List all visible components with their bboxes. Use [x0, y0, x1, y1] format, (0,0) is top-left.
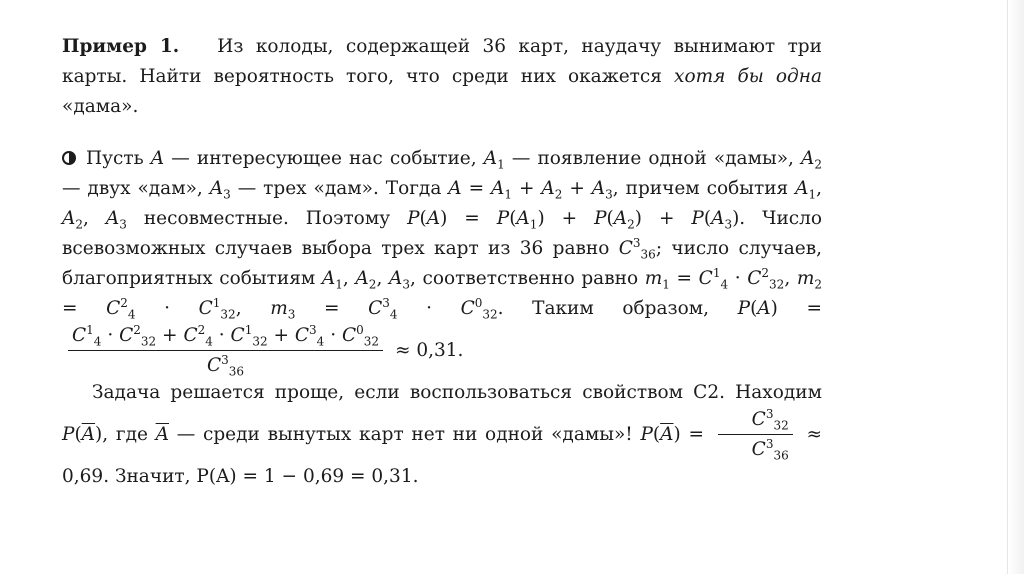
- example-label: Пример 1.: [62, 36, 180, 57]
- solution-text-5: — трех «дам». Тогда: [237, 178, 442, 199]
- solution-text-3: — появление одной «дамы»,: [511, 148, 794, 169]
- example-emphasis: хотя бы одна: [674, 66, 823, 87]
- solution-paragraph: Пусть A — интересующее нас событие, $A_1$ — появление одной «дамы», $A_2$ — двух «дам», $A_3$ — трех «дам». Тогда $A = A_1 + A_2 + A_3$, причем события $A_1$, $A_2$, $A_3$ несовместные. Поэтому $P(A) = P(A_1) + P(A_2) + P(A_3)$. Число всевозможных случаев выбора трех карт из 36 равно $C^3_{36}$; число случаев, благоприятных событиям $A_1$, $A_2$, $A_3$, соответственно равно $m_1 = C^1_4 \cdot C^2_{32}$, $m_2 = C^2_4 \cdot C^1_{32}$, $m_3 = C^3_4 \cdot C^0_{32}$. Таким образом, P(A) = $\frac{C^1_4 \cdot C^2_{32} + C^2_4 \cdot C^1_{32} + C^3_4 \cdot C^0_{32}}{C^3_{36}}$ ≈ 0,31.: [62, 148, 823, 379]
- probability-fraction: $\frac{C^1_4 \cdot C^2_{32} + C^2_4 \cdot C^1_{32} + C^3_4 \cdot C^0_{32}}{C^3_{36}}$: [68, 324, 383, 378]
- document-body: [62, 32, 822, 492]
- solution-text-8: Число всевозможных случаев выбора трех карт из 36 равно: [62, 208, 823, 259]
- solution-text-6: причем события: [625, 178, 789, 199]
- solution-text-10: соответственно равно: [422, 268, 639, 289]
- approx-result-2: ≈ 0,69. Значит,: [62, 424, 822, 487]
- slide-edge: [1007, 0, 1024, 574]
- example-text: Из колоды, содержащей 36 карт, наудачу вынимают три карты. Найти вероятность того, что среди них окажется: [62, 36, 822, 87]
- solution-text-9: ; число случаев, благоприятных событиям: [62, 238, 823, 289]
- final-result: P(A) = 1 − 0,69 = 0,31.: [196, 466, 419, 487]
- solution-text-11: . Таким образом,: [497, 298, 710, 319]
- approx-result-1: ≈ 0,31.: [394, 340, 464, 361]
- complement-fraction: $\frac{C^3_{32}}{C^3_{36}}$: [718, 408, 793, 462]
- solution-text-2: — интересующее нас событие,: [171, 148, 477, 169]
- solution-text-1: Пусть: [86, 148, 144, 169]
- solution-text-4: — двух «дам»,: [62, 178, 203, 199]
- example-statement: [62, 32, 822, 122]
- second-paragraph: Задача решается проще, если воспользоваться свойством С2. Находим $P(\overline{A})$, где $\overline{A}$ — среди вынутых карт нет ни одной «дамы»! $P(\overline{A})$ = $\frac{C^3_{32}}{C^3_{36}}$ ≈ 0,69. Значит, P(A) = 1 − 0,69 = 0,31.: [62, 382, 822, 487]
- example-text-end: «дама».: [62, 96, 139, 117]
- second-text-3: — среди вынутых карт нет ни одной «дамы»!: [176, 424, 633, 445]
- second-text-1: Задача решается проще, если воспользоваться свойством С2. Находим: [92, 382, 822, 403]
- solution-text-7: несовместные. Поэтому: [143, 208, 391, 229]
- half-filled-circle-icon: [62, 151, 76, 165]
- second-text-2: , где: [102, 424, 148, 445]
